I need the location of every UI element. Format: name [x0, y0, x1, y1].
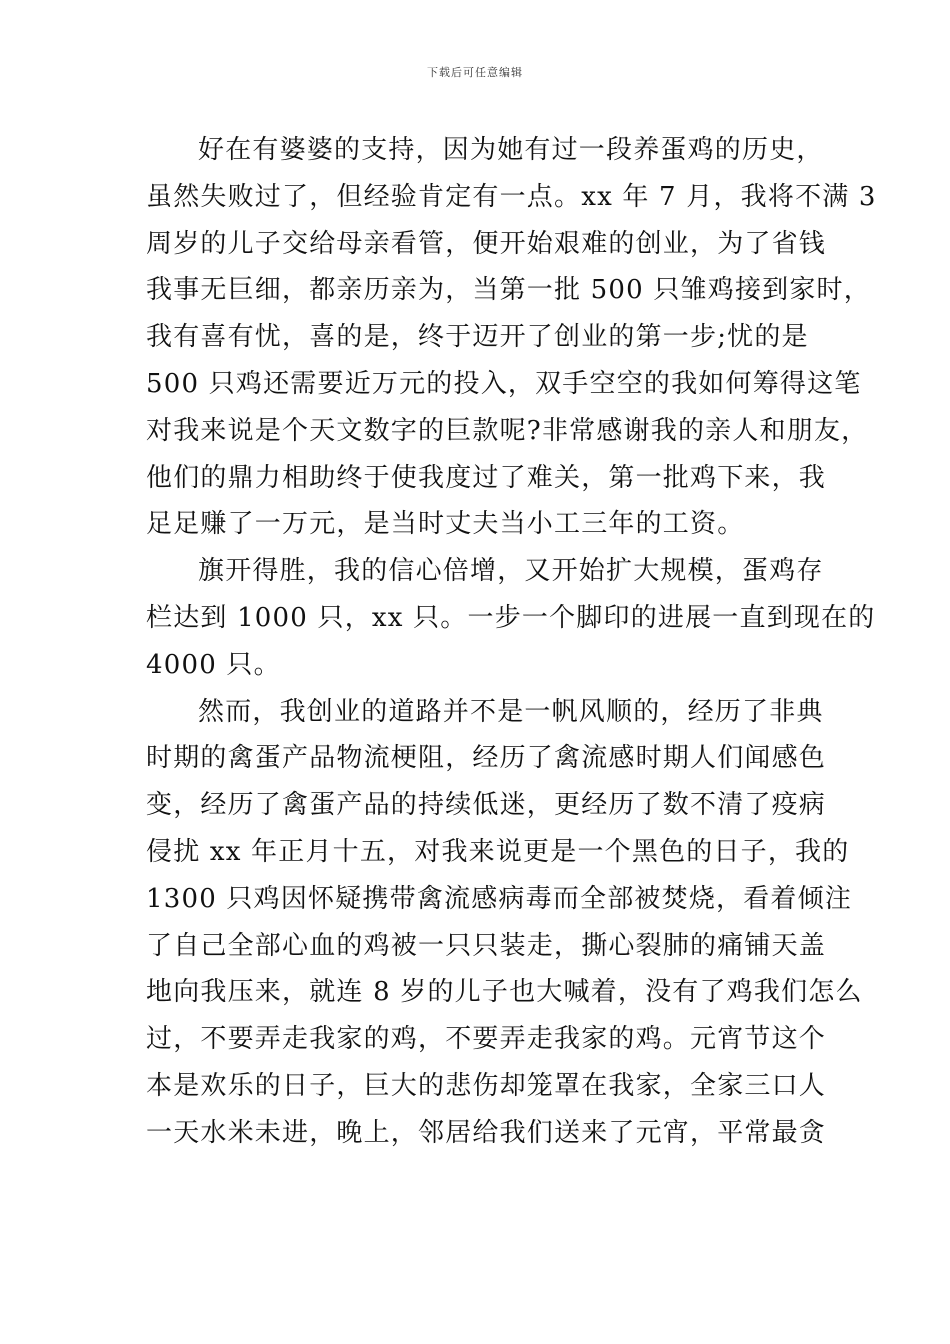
text-line: 一天水米未进，晚上，邻居给我们送来了元宵，平常最贪 — [146, 1117, 827, 1148]
text-line: 对我来说是个天文数字的巨款呢?非常感谢我的亲人和朋友， — [146, 415, 869, 446]
text-line: 500 只鸡还需要近万元的投入，双手空空的我如何筹得这笔 — [146, 368, 862, 399]
text-line: 旗开得胜，我的信心倍增，又开始扩大规模，蛋鸡存 — [198, 556, 824, 587]
text-line: 时期的禽蛋产品物流梗阻，经历了禽流感时期人们闻感色 — [146, 743, 827, 774]
text-line: 侵扰 xx 年正月十五，对我来说更是一个黑色的日子，我的 — [146, 836, 850, 867]
text-line: 了自己全部心血的鸡被一只只装走，撕心裂肺的痛铺天盖 — [146, 930, 827, 961]
text-line: 4000 只。 — [146, 649, 281, 680]
text-line: 周岁的儿子交给母亲看管，便开始艰难的创业，为了省钱 — [146, 228, 827, 259]
text-line: 好在有婆婆的支持，因为她有过一段养蛋鸡的历史， — [198, 135, 824, 165]
text-line: 然而，我创业的道路并不是一帆风顺的，经历了非典 — [198, 696, 824, 727]
document-body — [146, 127, 877, 1157]
text-line: 1300 只鸡因怀疑携带禽流感病毒而全部被焚烧，看着倾注 — [146, 883, 853, 914]
text-line: 我事无巨细，都亲历亲为，当第一批 500 只雏鸡接到家时， — [146, 275, 871, 306]
text-line: 虽然失败过了，但经验肯定有一点。xx 年 7 月，我将不满 3 — [146, 181, 877, 212]
text-line: 地向我压来，就连 8 岁的儿子也大喊着，没有了鸡我们怎么 — [146, 977, 863, 1008]
text-line: 他们的鼎力相助终于使我度过了难关，第一批鸡下来，我 — [146, 462, 827, 493]
text-line: 我有喜有忧，喜的是，终于迈开了创业的第一步;忧的是 — [146, 322, 809, 353]
page-header: 下载后可任意编辑 — [427, 66, 523, 79]
text-line: 过，不要弄走我家的鸡，不要弄走我家的鸡。元宵节这个 — [146, 1024, 827, 1055]
text-line: 足足赚了一万元，是当时丈夫当小工三年的工资。 — [146, 509, 745, 540]
text-line: 栏达到 1000 只，xx 只。一步一个脚印的进展一直到现在的 — [146, 602, 876, 633]
text-line: 变，经历了禽蛋产品的持续低迷，更经历了数不清了疫病 — [146, 790, 827, 821]
text-line: 本是欢乐的日子，巨大的悲伤却笼罩在我家，全家三口人 — [146, 1070, 827, 1101]
